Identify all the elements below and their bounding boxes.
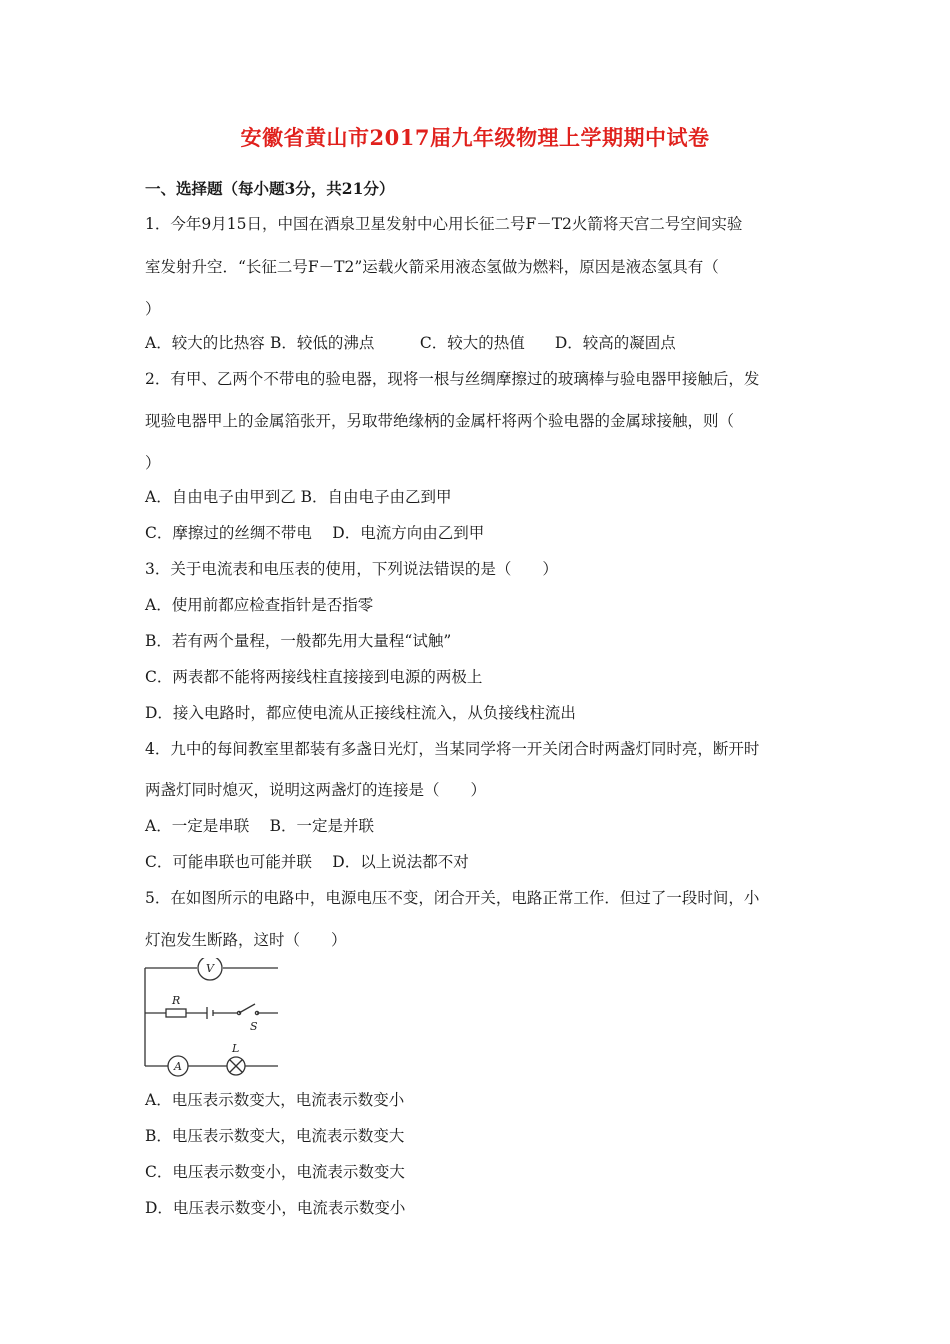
q1-line-1: 1．今年9月15日，中国在酒泉卫星发射中心用长征二号F－T2火箭将天宫二号空间实验 <box>145 215 743 233</box>
q1-option-d: D．较高的凝固点 <box>554 334 676 352</box>
q2-option-cd: C．摩擦过的丝绸不带电 D．电流方向由乙到甲 <box>145 524 485 542</box>
section-heading: 一、选择题（每小题3分，共21分） <box>145 179 395 198</box>
q3-option-d: D．接入电路时，都应使电流从正接线柱流入，从负接线柱流出 <box>145 704 576 722</box>
q3-option-c: C．两表都不能将两接线柱直接接到电源的两极上 <box>145 668 483 686</box>
q3-line-1: 3．关于电流表和电压表的使用，下列说法错误的是（ ） <box>145 560 558 578</box>
q4-option-ab: A．一定是串联 B．一定是并联 <box>145 817 375 835</box>
q5-option-d: D．电压表示数变小，电流表示数变小 <box>145 1199 406 1217</box>
q5-option-a: A．电压表示数变大，电流表示数变小 <box>145 1091 405 1109</box>
q3-option-a: A．使用前都应检查指针是否指零 <box>145 596 374 614</box>
q2-line-3: ） <box>145 454 161 472</box>
q5-line-2: 灯泡发生断路，这时（ ） <box>145 931 347 949</box>
q1-line-2: 室发射升空．“长征二号F－T2”运载火箭采用液态氢做为燃料，原因是液态氢具有（ <box>145 258 719 276</box>
q4-line-1: 4．九中的每间教室里都装有多盏日光灯，当某同学将一开关闭合时两盏灯同时亮，断开时 <box>145 740 760 758</box>
resistor-symbol <box>166 1009 186 1017</box>
switch-label: S <box>250 1020 258 1033</box>
q5-option-b: B．电压表示数变大，电流表示数变大 <box>145 1127 405 1145</box>
q5-option-c: C．电压表示数变小，电流表示数变大 <box>145 1163 405 1181</box>
q1-option-c: C．较大的热值 <box>419 334 525 352</box>
q2-line-2: 现验电器甲上的金属箔张开，另取带绝缘柄的金属杆将两个验电器的金属球接触，则（ <box>145 412 735 430</box>
switch-blade <box>239 1004 255 1013</box>
q2-line-1: 2．有甲、乙两个不带电的验电器，现将一根与丝绸摩擦过的玻璃棒与验电器甲接触后，发 <box>145 370 760 388</box>
lamp-label: L <box>232 1042 240 1055</box>
circuit-diagram <box>142 958 282 1078</box>
q4-line-2: 两盏灯同时熄灭，说明这两盏灯的连接是（ ） <box>145 781 487 799</box>
q1-option-a: A．较大的比热容 <box>145 334 265 352</box>
q4-option-cd: C．可能串联也可能并联 D．以上说法都不对 <box>145 853 469 871</box>
q2-option-ab: A．自由电子由甲到乙 B．自由电子由乙到甲 <box>145 488 452 506</box>
q1-line-3: ） <box>145 300 161 318</box>
q1-options <box>145 331 676 353</box>
exam-title: 安徽省黄山市2017届九年级物理上学期期中试卷 <box>240 125 710 150</box>
voltmeter-label: V <box>206 962 214 975</box>
q3-option-b: B．若有两个量程，一般都先用大量程“试触” <box>145 632 452 650</box>
ammeter-label: A <box>174 1060 182 1073</box>
q5-line-1: 5．在如图所示的电路中，电源电压不变，闭合开关，电路正常工作．但过了一段时间，小 <box>145 889 760 907</box>
resistor-label: R <box>172 994 181 1007</box>
q1-option-b: B．较低的沸点 <box>269 334 375 352</box>
